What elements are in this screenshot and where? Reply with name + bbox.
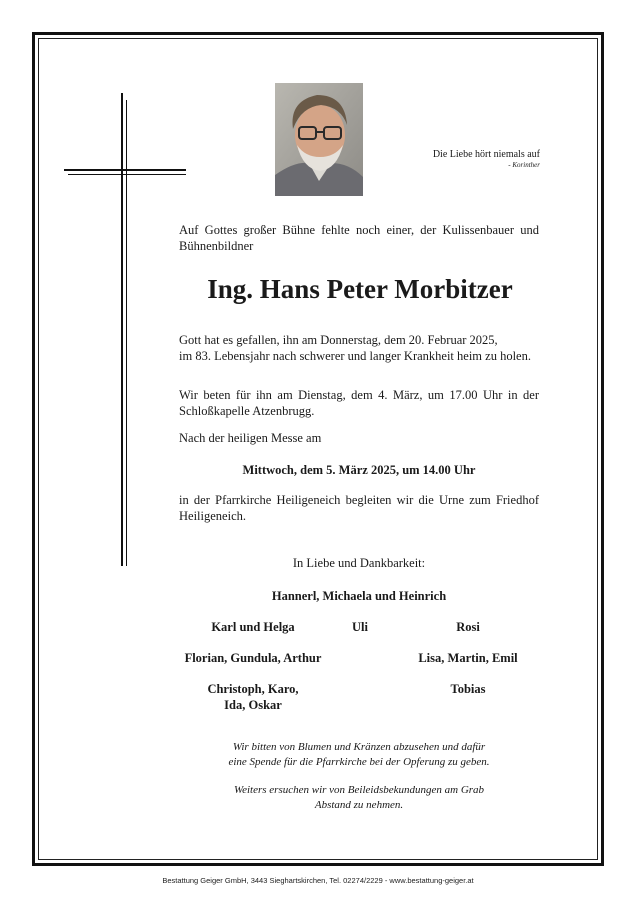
flower-note-line-1: Wir bitten von Blumen und Kränzen abzusehen und dafür — [232, 741, 486, 753]
mourner-name: Uli — [352, 620, 368, 634]
funeral-date: Mittwoch, dem 5. März 2025, um 14.00 Uhr — [242, 463, 476, 477]
flower-note — [179, 740, 539, 769]
mourner-name-line-2: Ida, Oskar — [224, 698, 282, 712]
mourner-name: Tobias — [450, 682, 486, 696]
flower-note-line-2: eine Spende für die Pfarrkirche bei der Opferung zu geben. — [228, 755, 490, 768]
mourner-name-group — [173, 681, 333, 713]
mourners-row-1: Hannerl, Michaela und Heinrich — [271, 589, 447, 603]
mourner-name: Florian, Gundula, Arthur — [184, 651, 322, 665]
death-line-1: Gott hat es gefallen, ihn am Donnerstag, dem 20. Februar 2025, — [179, 333, 498, 347]
funeral-home-footer: Bestattung Geiger GmbH, 3443 Sieghartskirchen, Tel. 02274/2229 - www.bestattung-geiger.at — [162, 876, 474, 885]
mass-intro: Nach der heiligen Messe am — [179, 431, 322, 445]
death-announcement — [179, 333, 539, 364]
mourner-name: Lisa, Martin, Emil — [418, 651, 518, 665]
mourner-name: Karl und Helga — [211, 620, 295, 634]
motto — [433, 149, 540, 169]
motto-text: Die Liebe hört niemals auf — [432, 149, 540, 160]
intro-text: Auf Gottes großer Bühne fehlte noch einer, der Kulissenbauer und Bühnenbildner — [179, 223, 539, 253]
condolence-note-line-2: Abstand zu nehmen. — [314, 798, 404, 811]
mourner-name-line-1: Christoph, Karo, — [207, 682, 299, 696]
mourner-name: Rosi — [456, 620, 480, 634]
death-line-2: im 83. Lebensjahr nach schwerer und langer Krankheit heim zu holen. — [179, 348, 531, 363]
burial-text: in der Pfarrkirche Heiligeneich begleiten wir die Urne zum Friedhof Heiligeneich. — [179, 493, 539, 523]
prayer-text: Wir beten für ihn am Dienstag, dem 4. März, um 17.00 Uhr in der Schloßkapelle Atzenbrugg. — [179, 388, 539, 418]
portrait-photo — [275, 83, 363, 196]
deceased-name: Ing. Hans Peter Morbitzer — [207, 274, 513, 304]
motto-author: - Korinther — [508, 161, 540, 169]
condolence-note — [179, 783, 539, 812]
condolence-note-line-1: Weiters ersuchen wir von Beileidsbekundungen am Grab — [233, 784, 485, 796]
gratitude-line: In Liebe und Dankbarkeit: — [292, 556, 426, 570]
